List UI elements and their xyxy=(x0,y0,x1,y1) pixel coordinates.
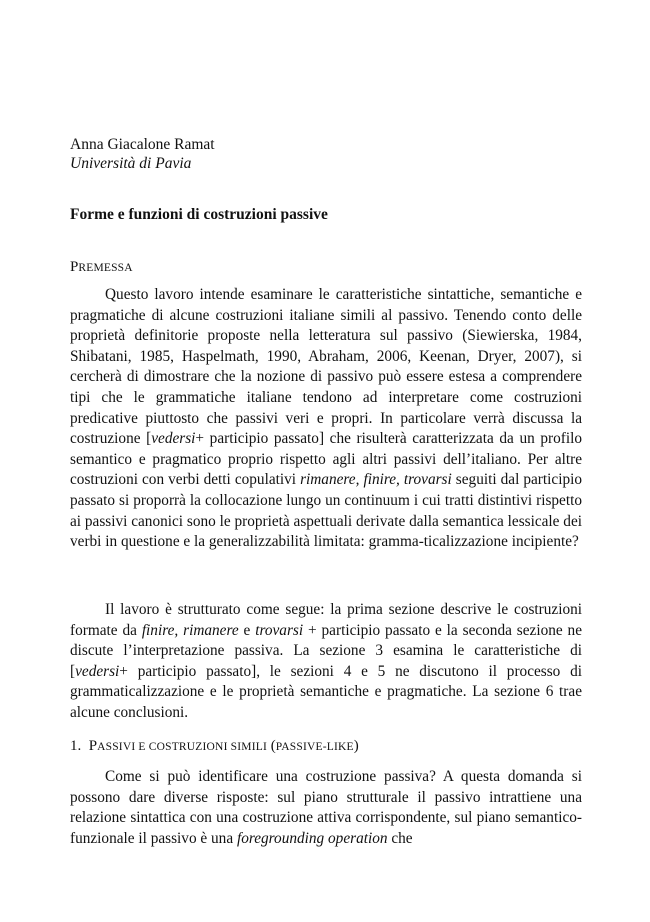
p3-italic-1: foregrounding operation xyxy=(236,829,388,847)
paragraph-3 xyxy=(70,767,582,849)
p1-text-1: Questo lavoro intende esaminare le caratteristiche sintattiche, semantiche e pragmatiche di alcune costruzioni italiane simili al passivo. Tenendo conto delle proprietà definitorie proposte nella letteratura sul passivo (Siewierska, 1984, Shibatani, 1985, Haspelmath, 1990, Abraham, 2006, Keenan, Dryer, 2007), si cercherà di dimostrare che la nozione di passivo può essere estesa a comprendere tipi che le grammatiche italiane tendono ad interpretare come costruzioni predicative piuttosto che passivi veri e propri. In particolare verrà discussa la costruzione [ xyxy=(70,286,582,448)
p1-italic-2: rimanere, finire, trovarsi xyxy=(300,471,452,489)
p2-italic-2: trovarsi xyxy=(255,621,304,639)
author-name: Anna Giacalone Ramat xyxy=(70,136,215,153)
p2-text-3: + participio passato e la seconda sezione ne discute l’interpretazione passiva. La sezione 3 esamina le caratteristiche di [ xyxy=(70,621,582,680)
section-1-heading xyxy=(70,737,359,757)
paper-title: Forme e funzioni di costruzioni passive xyxy=(70,206,328,223)
p2-italic-1: finire, rimanere xyxy=(141,621,239,639)
section-heading-paren-open: ( xyxy=(270,738,276,754)
p2-text-1: Il lavoro è strutturato come segue: la prima sezione descrive le costruzioni formate da xyxy=(70,601,582,639)
premessa-heading-initial: P xyxy=(70,259,79,275)
p3-text-1: Come si può identificare una costruzione passiva? A questa domanda si possono dare diverse risposte: sul piano strutturale il passivo intrattiene una relazione sintattica con una costruzione attiva corrispondente, sul piano semantico-funzionale il passivo è una xyxy=(70,768,582,847)
section-heading-passive-like: PASSIVE-LIKE xyxy=(275,741,354,753)
section-heading-rest: ASSIVI E COSTRUZIONI SIMILI xyxy=(97,741,268,753)
p2-italic-3: vedersi xyxy=(75,662,120,680)
section-number: 1. xyxy=(70,738,82,754)
p1-italic-1: vedersi xyxy=(151,430,196,448)
paragraph-1 xyxy=(70,285,582,553)
p3-text-2: che xyxy=(387,829,413,847)
paragraph-2 xyxy=(70,600,582,724)
section-heading-initial: P xyxy=(88,738,98,754)
premessa-heading xyxy=(70,258,133,278)
p2-text-2: e xyxy=(238,621,256,639)
p1-text-3: seguiti dal participio passato si proporrà la collocazione lungo un continuum i cui tratti distintivi rispetto ai passivi canonici sono le proprietà aspettuali derivate dalla semantica lessicale dei verbi in questione e la generalizzabilità limitata: gramma-ticalizzazione incipiente? xyxy=(70,471,582,551)
section-heading-paren-close: ) xyxy=(353,738,359,754)
p1-text-2: + participio passato] che risulterà caratterizzata da un profilo semantico e pragmatico proprio rispetto agli altri passivi dell’italiano. Per altre costruzioni con verbi detti copulativi xyxy=(70,430,582,489)
author-affiliation: Università di Pavia xyxy=(70,155,192,172)
p2-text-4: + participio passato], le sezioni 4 e 5 ne discutono il processo di grammaticalizzazione e le proprietà semantiche e pragmatiche. La sezione 6 trae alcune conclusioni. xyxy=(70,662,582,721)
premessa-heading-rest: REMESSA xyxy=(78,262,133,274)
